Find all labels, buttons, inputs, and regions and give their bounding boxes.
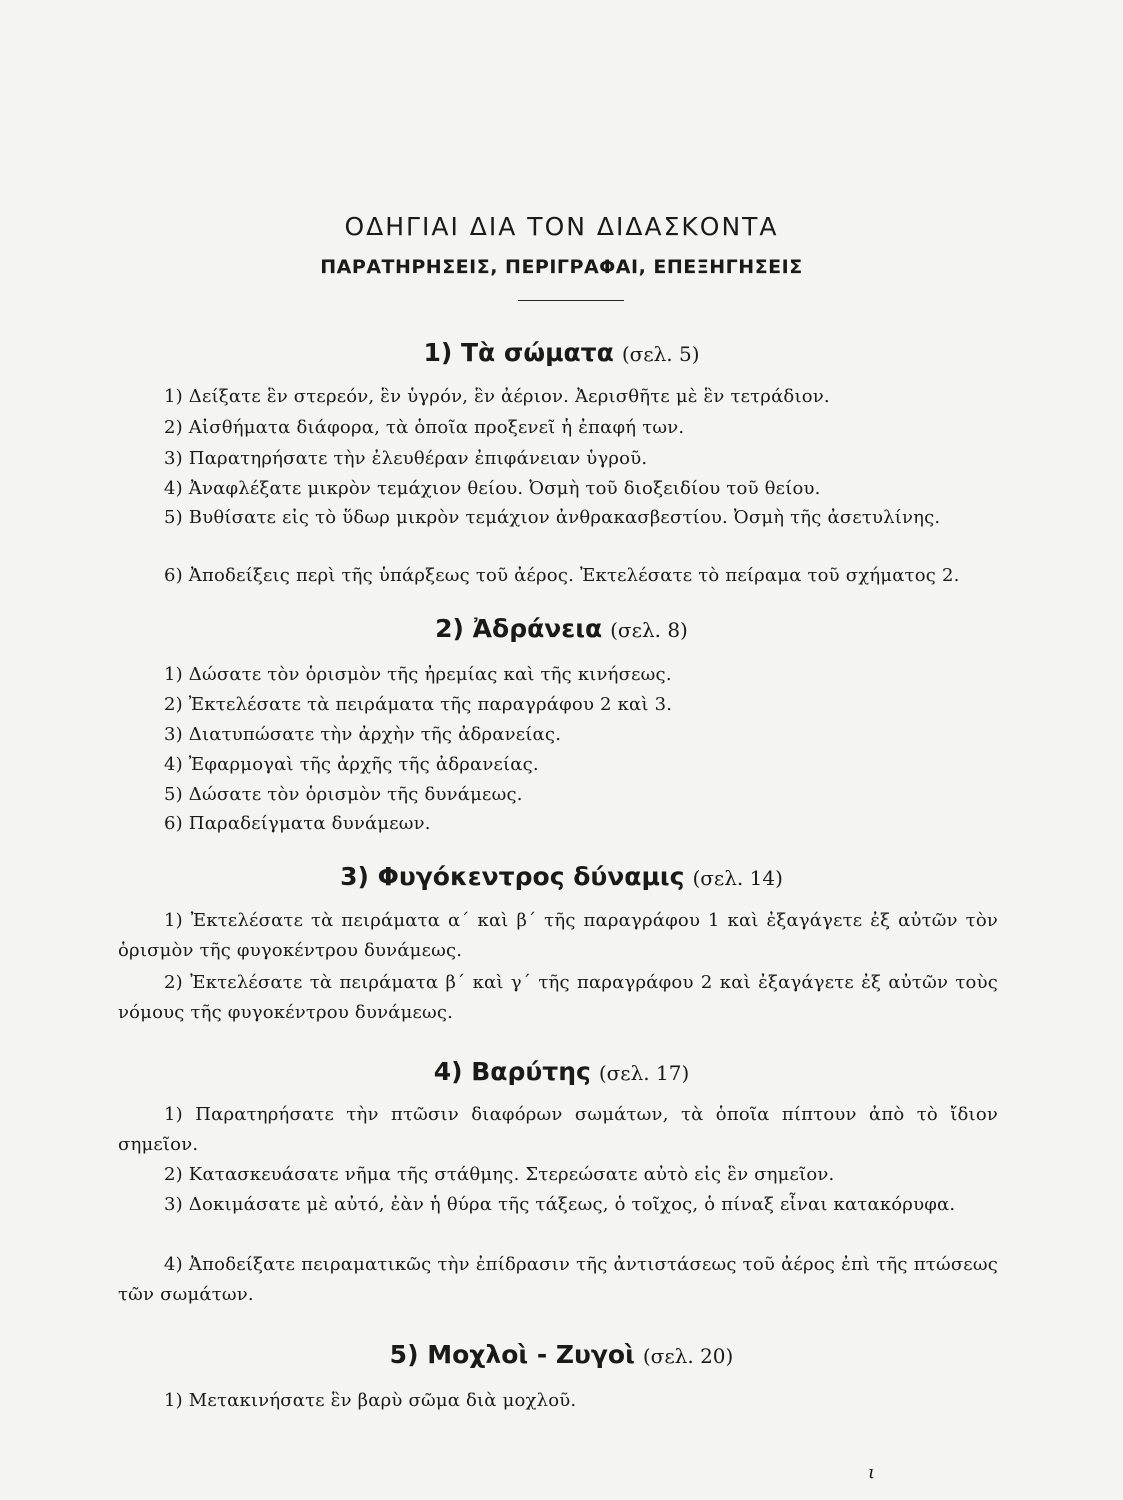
list-item: 6) Ἀποδείξεις περὶ τῆς ὑπάρξεως τοῦ ἀέρος. Ἐκτελέσατε τὸ πείραμα τοῦ σχήματος 2. xyxy=(164,565,960,586)
section-heading xyxy=(0,1340,1123,1369)
list-item: 3) Διατυπώσατε τὴν ἀρχὴν τῆς ἀδρανείας. xyxy=(164,724,562,745)
section-title: 1) Τὰ σώματα xyxy=(423,338,614,367)
list-item: 2) Ἐκτελέσατε τὰ πειράματα β΄ καὶ γ΄ τῆς παραγράφου 2 καὶ ἐξαγάγετε ἐξ αὐτῶν τοὺς νόμους τῆς φυγοκέντρου δυνάμεως. xyxy=(118,972,998,1023)
list-item: 2) Κατασκευάσατε νῆμα τῆς στάθμης. Στερεώσατε αὐτὸ εἰς ἓν σημεῖον. xyxy=(164,1164,835,1185)
list-item: 4) Ἀποδείξατε πειραματικῶς τὴν ἐπίδρασιν τῆς ἀντιστάσεως τοῦ ἀέρος ἐπὶ τῆς πτώσεως τῶν σωμάτων. xyxy=(118,1254,998,1305)
list-item: 1) Παρατηρήσατε τὴν πτῶσιν διαφόρων σωμάτων, τὰ ὁποῖα πίπτουν ἀπὸ τὸ ἴδιον σημεῖον. xyxy=(118,1104,998,1155)
section-page-ref: (σελ. 5) xyxy=(621,342,700,366)
list-item: 2) Αἰσθήματα διάφορα, τὰ ὁποῖα προξενεῖ ἡ ἐπαφή των. xyxy=(164,417,685,438)
document-subtitle: ΠΑΡΑΤΗΡΗΣΕΙΣ, ΠΕΡΙΓΡΑΦΑΙ, ΕΠΕΞΗΓΗΣΕΙΣ xyxy=(320,256,803,278)
section-heading xyxy=(0,1057,1123,1086)
list-item: 1) Δείξατε ἓν στερεόν, ἓν ὑγρόν, ἓν ἀέριον. Ἀερισθῆτε μὲ ἓν τετράδιον. xyxy=(164,386,830,407)
list-item: 3) Παρατηρήσατε τὴν ἐλευθέραν ἐπιφάνειαν ὑγροῦ. xyxy=(164,448,648,469)
list-item: 4) Ἐφαρμογαὶ τῆς ἀρχῆς τῆς ἀδρανείας. xyxy=(164,754,539,775)
section-title: 4) Βαρύτης xyxy=(433,1057,591,1086)
list-item: 6) Παραδείγματα δυνάμεων. xyxy=(164,813,431,834)
section-title: 3) Φυγόκεντρος δύναμις xyxy=(340,862,685,891)
list-item: 2) Ἐκτελέσατε τὰ πειράματα τῆς παραγράφου 2 καὶ 3. xyxy=(164,694,673,715)
section-title: 2) Ἀδράνεια xyxy=(435,614,603,643)
section-heading xyxy=(0,614,1123,643)
section-page-ref: (σελ. 8) xyxy=(610,618,688,642)
section-heading xyxy=(0,862,1123,891)
list-item: 5) Βυθίσατε εἰς τὸ ὕδωρ μικρὸν τεμάχιον ἀνθρακασβεστίου. Ὀσμὴ τῆς ἀσετυλίνης. xyxy=(164,507,941,528)
list-item: 1) Ἐκτελέσατε τὰ πειράματα α΄ καὶ β΄ τῆς παραγράφου 1 καὶ ἐξαγάγετε ἐξ αὐτῶν τὸν ὁρισμὸν τῆς φυγοκέντρου δυνάμεως. xyxy=(118,910,998,961)
list-item: 1) Δώσατε τὸν ὁρισμὸν τῆς ἠρεμίας καὶ τῆς κινήσεως. xyxy=(164,664,672,685)
title-divider xyxy=(518,300,624,301)
list-item: 5) Δώσατε τὸν ὁρισμὸν τῆς δυνάμεως. xyxy=(164,784,523,805)
section-title: 5) Μοχλοὶ - Ζυγοὶ xyxy=(389,1340,635,1369)
list-item: 4) Ἀναφλέξατε μικρὸν τεμάχιον θείου. Ὀσμὴ τοῦ διοξειδίου τοῦ θείου. xyxy=(164,478,821,499)
page-number: ι xyxy=(868,1462,876,1483)
section-page-ref: (σελ. 17) xyxy=(598,1061,690,1085)
section-page-ref: (σελ. 14) xyxy=(692,866,783,890)
section-page-ref: (σελ. 20) xyxy=(642,1344,734,1368)
section-heading xyxy=(0,338,1123,367)
document-title: ΟΔΗΓΙΑΙ ΔΙΑ ΤΟΝ ΔΙΔΑΣΚΟΝΤΑ xyxy=(344,212,779,241)
list-item: 1) Μετακινήσατε ἓν βαρὺ σῶμα διὰ μοχλοῦ. xyxy=(164,1390,577,1411)
list-item: 3) Δοκιμάσατε μὲ αὐτό, ἐὰν ἡ θύρα τῆς τάξεως, ὁ τοῖχος, ὁ πίναξ εἶναι κατακόρυφα. xyxy=(164,1194,956,1215)
